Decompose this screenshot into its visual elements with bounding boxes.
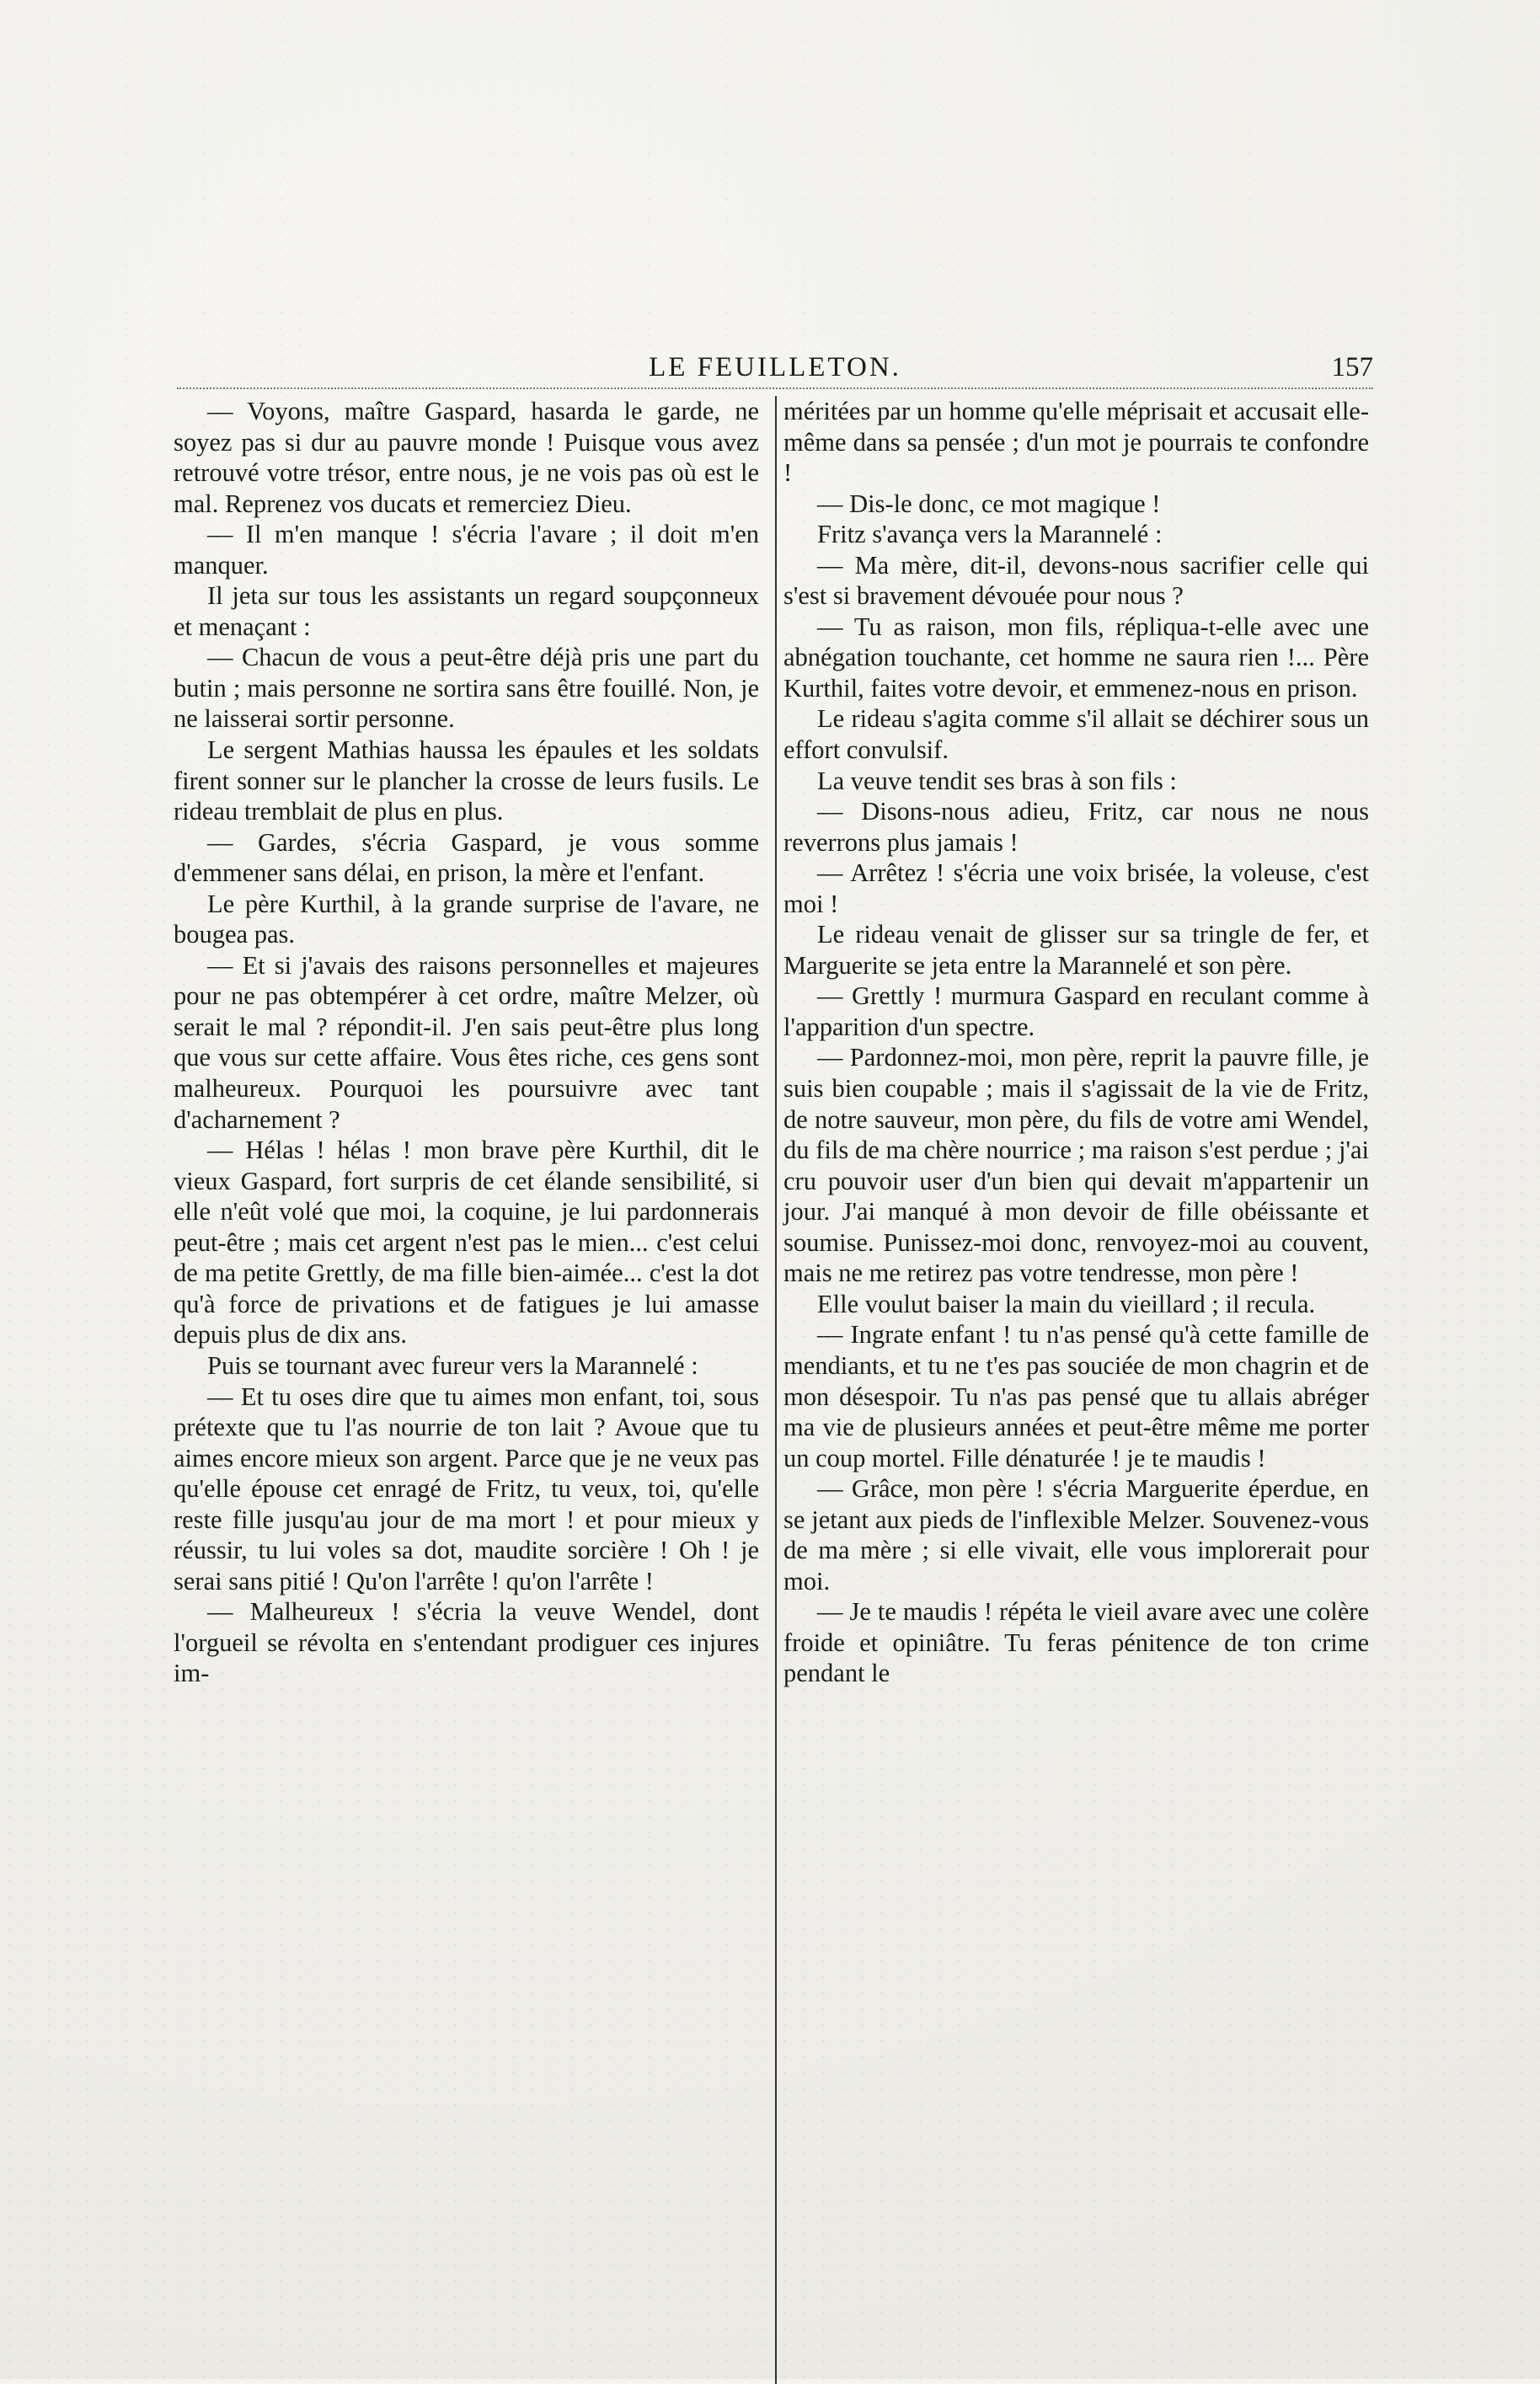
paragraph: — Chacun de vous a peut-être déjà pris une part du butin ; mais personne ne sortira sans être fouillé. Non, je ne laisserai sortir personne. [174, 643, 759, 734]
paragraph: — Et tu oses dire que tu aimes mon enfant, toi, sous prétexte que tu l'as nourrie de ton lait ? Avoue que tu aimes encore mieux son argent. Parce que je ne veux pas qu'elle épouse cet enragé de Fritz, tu veux, toi, qu'elle reste fille jusqu'au jour de ma mort ! et pour mieux y réussir, tu lui voles sa dot, maudite sorcière ! Oh ! je serai sans pitié ! Qu'on l'arrête ! qu'on l'arrête ! [174, 1382, 759, 1596]
paragraph: Fritz s'avança vers la Marannelé : [817, 520, 1163, 549]
paragraph: — Pardonnez-moi, mon père, reprit la pauvre fille, je suis bien coupable ; mais il s'agissait de la vie de Fritz, de notre sauveur, mon père, du fils de votre ami Wendel, du fils de ma chère nourrice ; ma raison s'est perdue ; j'ai cru pouvoir user d'un bien qui devait m'appartenir un jour. J'ai manqué à mon devoir de fille obéissante et soumise. Punissez-moi donc, renvoyez-moi au couvent, mais ne me retirez pas votre tendresse, mon père ! [783, 1043, 1369, 1288]
paragraph: Le rideau venait de glisser sur sa tringle de fer, et Marguerite se jeta entre la Marannelé et son père. [783, 920, 1369, 980]
paragraph: — Et si j'avais des raisons personnelles et majeures pour ne pas obtempérer à cet ordre, maître Melzer, où serait le mal ? répondit-il. J'en sais peut-être plus long que vous sur cette affaire. Vous êtes riche, ces gens sont malheureux. Pourquoi les poursuivre avec tant d'acharnement ? [174, 950, 759, 1134]
paragraph: — Tu as raison, mon fils, répliqua-t-elle avec une abnégation touchante, cet homme ne saura rien !... Père Kurthil, faites votre devoir, et emmenez-nous en prison. [783, 612, 1369, 703]
paragraph: Le père Kurthil, à la grande surprise de l'avare, ne bougea pas. [174, 889, 759, 949]
paragraph: — Je te maudis ! répéta le vieil avare avec une colère froide et opiniâtre. Tu feras pénitence de ton crime pendant le [783, 1597, 1369, 1688]
paragraph: — Malheureux ! s'écria la veuve Wendel, dont l'orgueil se révolta en s'entendant prodiguer ces injures im- [174, 1597, 759, 1688]
paragraph: — Voyons, maître Gaspard, hasarda le garde, ne soyez pas si dur au pauvre monde ! Puisque vous avez retrouvé votre trésor, entre nous, je ne vois pas où est le mal. Reprenez vos ducats et remerciez Dieu. [174, 397, 759, 518]
paragraph: — Il m'en manque ! s'écria l'avare ; il doit m'en manquer. [174, 520, 759, 580]
paragraph: — Grettly ! murmura Gaspard en reculant comme à l'apparition d'un spectre. [783, 981, 1369, 1041]
right-column [783, 396, 1369, 1689]
paragraph: Puis se tournant avec fureur vers la Marannelé : [207, 1350, 698, 1380]
paragraph: — Disons-nous adieu, Fritz, car nous ne nous reverrons plus jamais ! [783, 797, 1369, 857]
running-title: LE FEUILLETON. [649, 352, 901, 382]
running-head [177, 352, 1373, 386]
paragraph: La veuve tendit ses bras à son fils : [817, 766, 1177, 795]
header-rule [177, 388, 1373, 391]
paragraph: — Ingrate enfant ! tu n'as pensé qu'à cette famille de mendiants, et tu ne t'es pas souciée de mon chagrin et de mon désespoir. Tu n'as pas pensé que tu allais abréger ma vie de plusieurs années et peut-être même me porter un coup mortel. Fille dénaturée ! je te maudis ! [783, 1320, 1369, 1473]
paragraph: — Arrêtez ! s'écria une voix brisée, la voleuse, c'est moi ! [783, 858, 1369, 918]
paragraph: Le rideau s'agita comme s'il allait se déchirer sous un effort convulsif. [783, 704, 1369, 765]
paragraph: méritées par un homme qu'elle méprisait et accusait elle-même dans sa pensée ; d'un mot je pourrais te confondre ! [783, 397, 1369, 488]
paragraph: — Gardes, s'écria Gaspard, je vous somme d'emmener sans délai, en prison, la mère et l'enfant. [174, 827, 759, 888]
paragraph: — Grâce, mon père ! s'écria Marguerite éperdue, en se jetant aux pieds de l'inflexible Melzer. Souvenez-vous de ma mère ; si elle vivait, elle vous implorerait pour moi. [783, 1474, 1369, 1596]
paragraph: Elle voulut baiser la main du vieillard ; il recula. [817, 1289, 1316, 1318]
paragraph: — Ma mère, dit-il, devons-nous sacrifier celle qui s'est si bravement dévouée pour nous ? [783, 550, 1369, 611]
page-number: 157 [1331, 352, 1373, 382]
paragraph: Il jeta sur tous les assistants un regard soupçonneux et menaçant : [174, 581, 759, 641]
paragraph: Le sergent Mathias haussa les épaules et les soldats firent sonner sur le plancher la crosse de leurs fusils. Le rideau tremblait de plus en plus. [174, 735, 759, 826]
column-divider [775, 396, 777, 2384]
paragraph: — Dis-le donc, ce mot magique ! [817, 489, 1161, 518]
left-column [174, 396, 759, 1689]
paragraph: — Hélas ! hélas ! mon brave père Kurthil, dit le vieux Gaspard, fort surpris de cet élande sensibilité, si elle n'eût volé que moi, la coquine, je lui pardonnerais peut-être ; mais cet argent n'est pas le mien... c'est celui de ma petite Grettly, de ma fille bien-aimée... c'est la dot qu'à force de privations et de fatigues je lui amasse depuis plus de dix ans. [174, 1136, 759, 1350]
